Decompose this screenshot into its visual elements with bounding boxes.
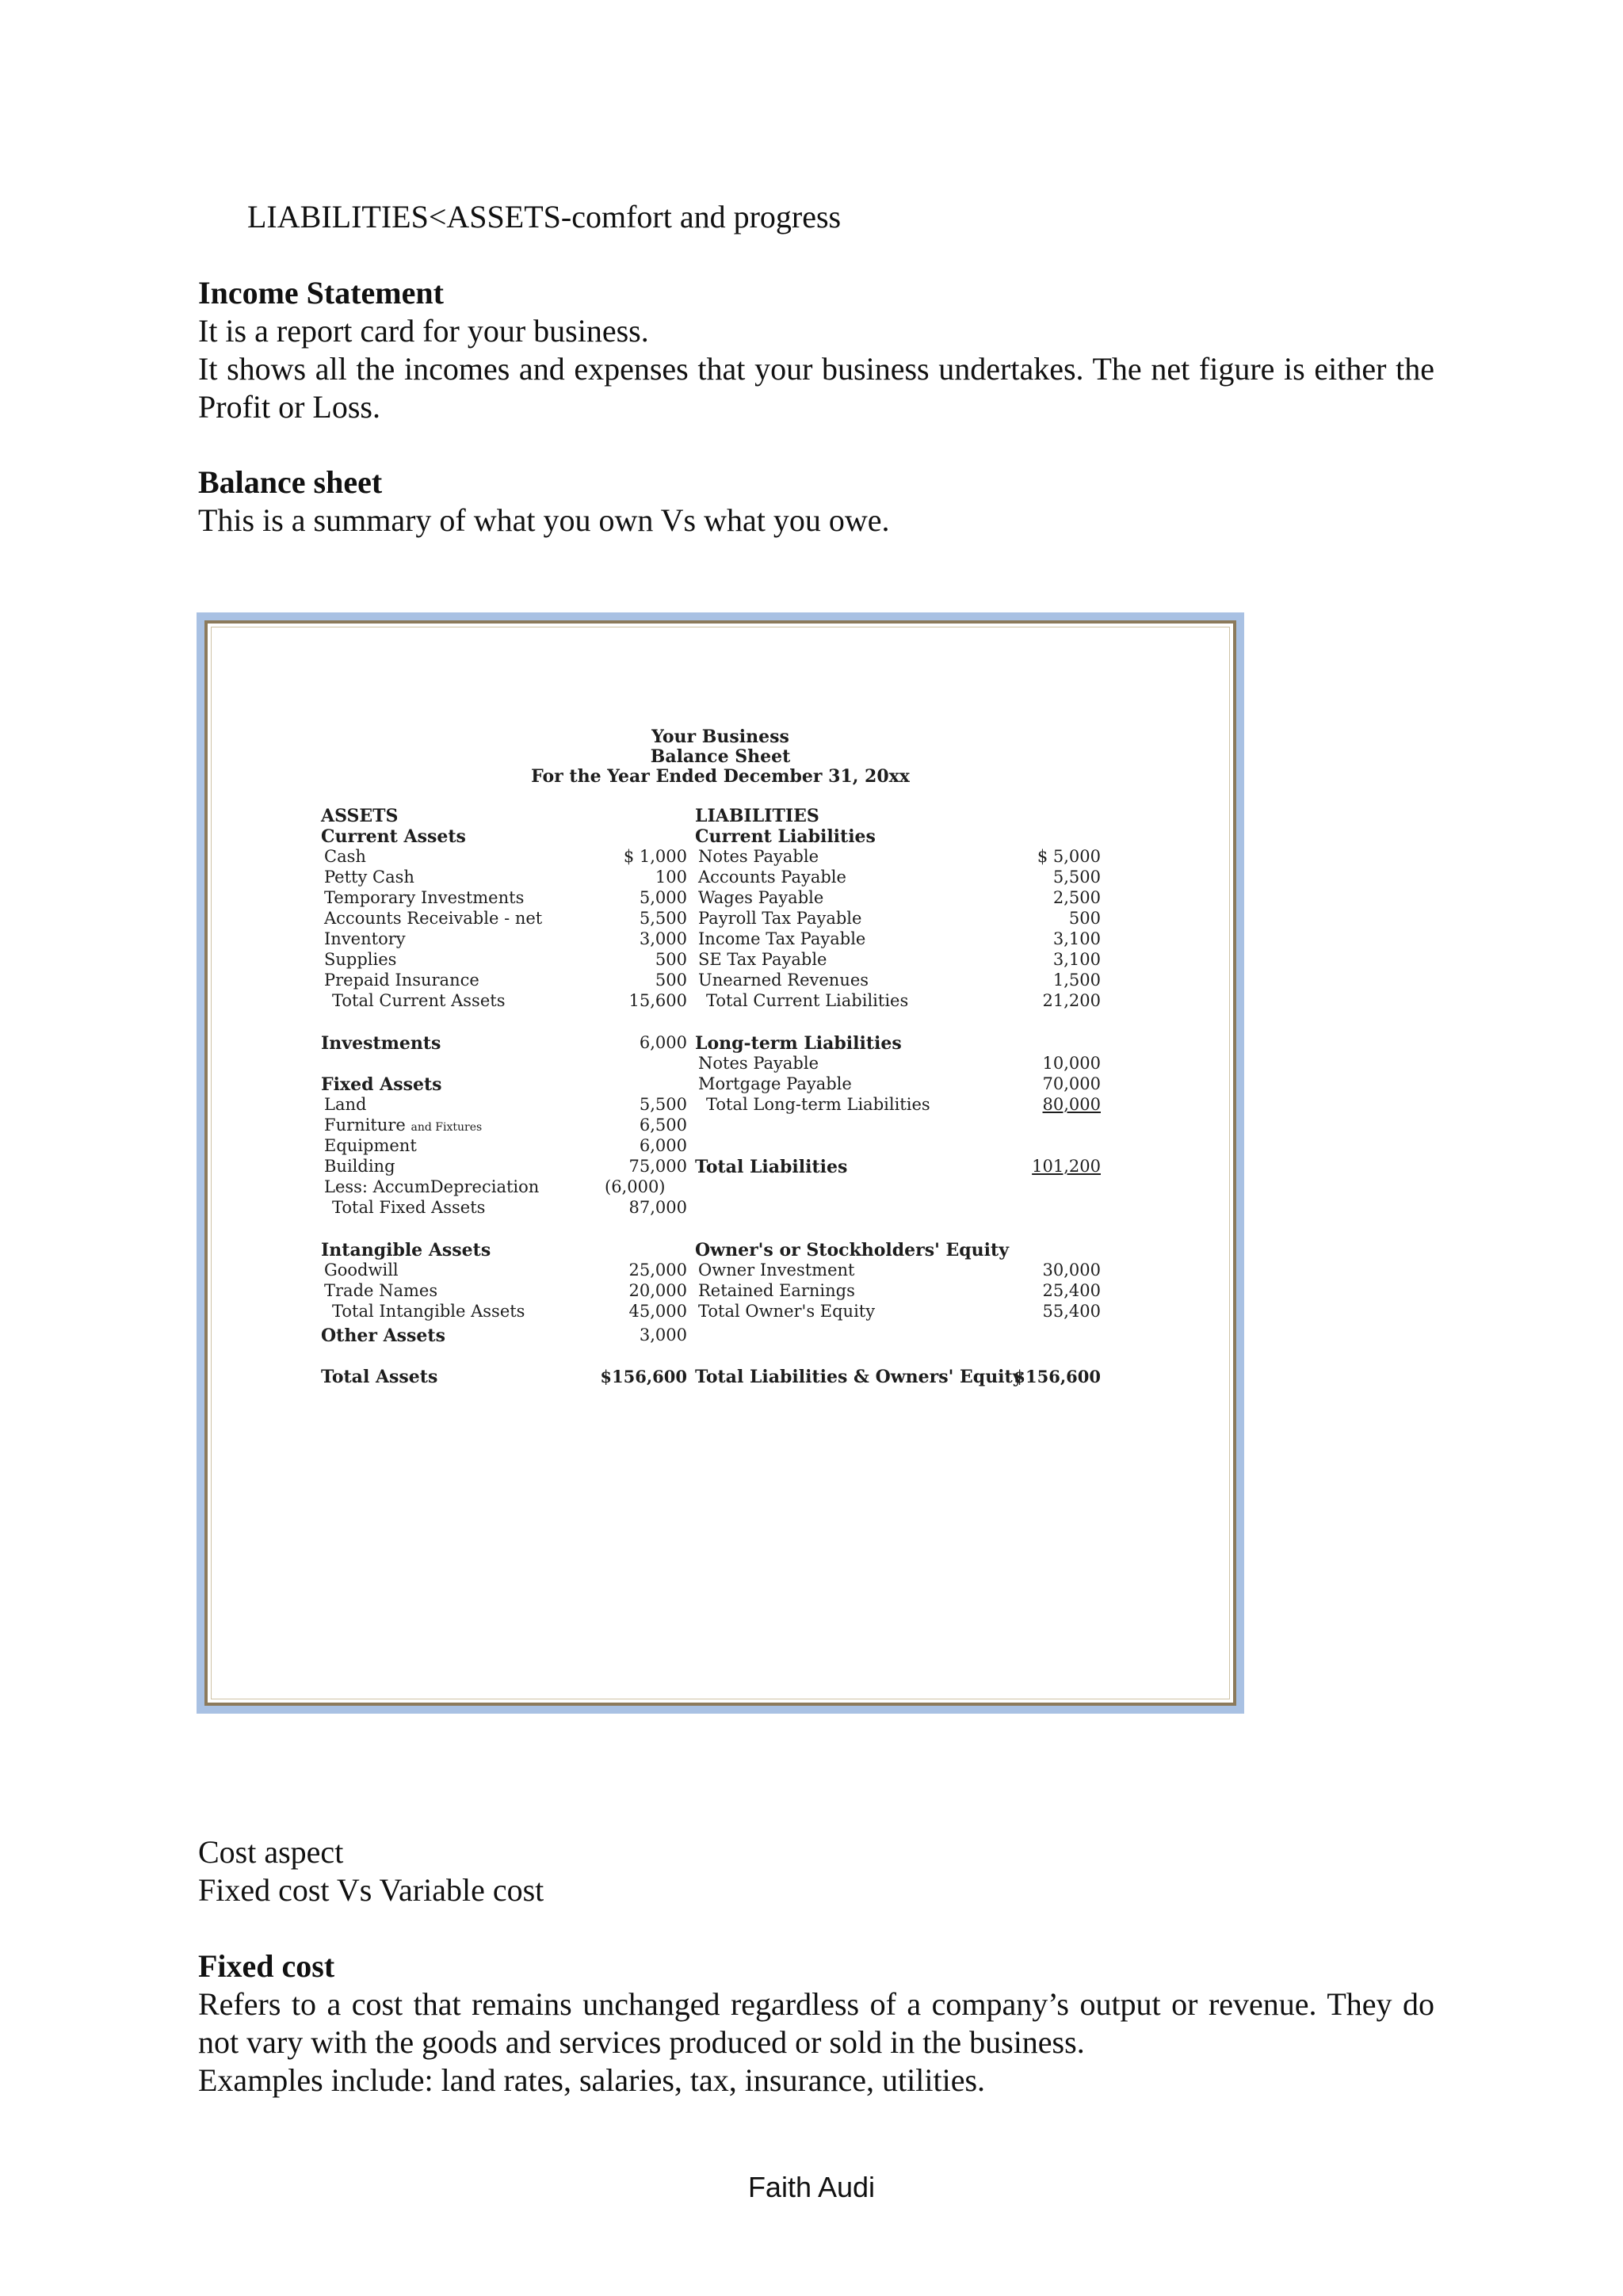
bs-asset-value: 3,000: [639, 929, 687, 948]
balance-sheet-heading: Balance sheet: [198, 464, 383, 500]
bs-other-assets-value: 3,000: [639, 1325, 687, 1344]
bs-liability-value: 3,100: [1052, 950, 1101, 969]
bs-title-sheet: Balance Sheet: [650, 746, 791, 767]
bs-total-intangible-label: Total Intangible Assets: [332, 1302, 525, 1321]
bs-asset-value: 500: [655, 950, 687, 969]
bs-intangible-heading: Intangible Assets: [321, 1240, 491, 1261]
bs-fixed-value: 75,000: [628, 1157, 687, 1176]
bs-current-liabilities-heading: Current Liabilities: [695, 826, 876, 847]
bs-liability-label: Unearned Revenues: [698, 971, 869, 990]
bs-long-term-label: Mortgage Payable: [698, 1074, 852, 1093]
bs-total-long-term-label: Total Long-term Liabilities: [706, 1095, 930, 1114]
bs-liability-label: Notes Payable: [698, 847, 819, 866]
income-statement-heading: Income Statement: [198, 275, 444, 311]
bs-liability-value: 3,100: [1052, 929, 1101, 948]
page-footer-author: Faith Audi: [747, 2171, 876, 2203]
bs-total-liabilities-label: Total Liabilities: [695, 1157, 848, 1177]
bs-liability-value: 5,500: [1052, 868, 1101, 887]
bs-total-current-assets-value: 15,600: [628, 991, 687, 1010]
bs-asset-label: Accounts Receivable - net: [324, 909, 543, 928]
bs-title-business: Your Business: [651, 727, 789, 747]
bs-liabilities-heading: LIABILITIES: [695, 806, 819, 826]
bs-long-term-label: Notes Payable: [698, 1054, 819, 1073]
bs-fixed-label-main: Furniture: [324, 1116, 406, 1135]
bs-intangible-label: Trade Names: [324, 1281, 438, 1300]
bs-liability-value: $ 5,000: [1037, 847, 1101, 866]
bs-asset-label: Petty Cash: [324, 868, 414, 887]
bs-total-equity-value: 55,400: [1042, 1302, 1101, 1321]
bs-liability-label: SE Tax Payable: [698, 950, 827, 969]
fixed-cost-heading: Fixed cost: [198, 1948, 335, 1984]
bs-fixed-value: (6,000): [605, 1177, 666, 1196]
bs-asset-label: Prepaid Insurance: [324, 971, 479, 990]
bs-total-assets-label: Total Assets: [321, 1367, 438, 1387]
bs-asset-label: Temporary Investments: [324, 888, 525, 907]
bs-asset-value: 100: [655, 868, 687, 887]
bs-total-liabilities-equity-label: Total Liabilities & Owners' Equity: [695, 1367, 1023, 1387]
bs-assets-heading: ASSETS: [321, 806, 399, 826]
bs-liability-value: 1,500: [1052, 971, 1101, 990]
bs-total-current-assets-label: Total Current Assets: [332, 991, 506, 1010]
bs-asset-value: 5,500: [639, 909, 687, 928]
bs-total-current-liabilities-label: Total Current Liabilities: [706, 991, 909, 1010]
bs-intangible-value: 25,000: [628, 1261, 687, 1280]
bs-fixed-label: Land: [324, 1095, 367, 1114]
balance-sheet-line1: This is a summary of what you own Vs what you owe.: [198, 502, 890, 538]
bs-liability-value: 500: [1068, 909, 1101, 928]
bs-asset-value: 500: [655, 971, 687, 990]
bs-total-liabilities-equity-value: $156,600: [1014, 1367, 1101, 1386]
bs-asset-label: Inventory: [324, 929, 406, 948]
bs-fixed-value: 6,000: [639, 1136, 687, 1155]
bs-liability-value: 2,500: [1052, 888, 1101, 907]
bs-total-long-term-value: 80,000: [1042, 1095, 1101, 1114]
bs-fixed-label: Building: [324, 1157, 395, 1176]
bs-equity-heading: Owner's or Stockholders' Equity: [695, 1240, 1009, 1261]
bs-current-assets-heading: Current Assets: [321, 826, 466, 847]
bs-liability-label: Income Tax Payable: [698, 929, 866, 948]
bs-liability-label: Wages Payable: [698, 888, 824, 907]
bs-equity-label: Retained Earnings: [698, 1281, 855, 1300]
balance-sheet-figure: [197, 612, 1244, 1714]
fixed-cost-paragraph: Refers to a cost that remains unchanged regardless of a company’s output or revenue. They do not vary with the goods and services produced or sold in the business.: [198, 1986, 1434, 2060]
fixed-cost-examples: Examples include: land rates, salaries, tax, insurance, utilities.: [198, 2062, 986, 2098]
bs-fixed-value: 5,500: [639, 1095, 687, 1114]
bs-fixed-label-small: and Fixtures: [411, 1121, 483, 1134]
cost-compare-line: Fixed cost Vs Variable cost: [198, 1872, 544, 1908]
bs-title-period: For the Year Ended December 31, 20xx: [531, 766, 910, 787]
bs-intangible-value: 20,000: [628, 1281, 687, 1300]
bs-fixed-label: Equipment: [324, 1136, 417, 1155]
bs-investments-value: 6,000: [639, 1033, 687, 1052]
income-statement-line1: It is a report card for your business.: [198, 313, 649, 349]
intro-line: LIABILITIES<ASSETS-comfort and progress: [247, 199, 842, 235]
bs-total-current-liabilities-value: 21,200: [1042, 991, 1101, 1010]
bs-equity-value: 30,000: [1042, 1261, 1101, 1280]
bs-total-fixed-label: Total Fixed Assets: [332, 1198, 486, 1217]
bs-asset-label: Supplies: [324, 950, 397, 969]
balance-sheet-page: [211, 627, 1230, 1699]
bs-total-fixed-value: 87,000: [628, 1198, 687, 1217]
bs-equity-value: 25,400: [1042, 1281, 1101, 1300]
bs-total-assets-value: $156,600: [600, 1367, 687, 1386]
bs-long-term-heading: Long-term Liabilities: [695, 1033, 902, 1054]
bs-total-equity-label: Total Owner's Equity: [698, 1302, 876, 1321]
bs-investments-label: Investments: [321, 1033, 441, 1054]
bs-other-assets-label: Other Assets: [321, 1325, 445, 1346]
bs-fixed-label: Less: AccumDepreciation: [324, 1177, 540, 1196]
income-statement-line2: It shows all the incomes and expenses that your business undertakes. The net figure is either the Profit or Loss.: [198, 351, 1434, 425]
balance-sheet-border: [204, 620, 1236, 1706]
bs-fixed-assets-heading: Fixed Assets: [321, 1074, 442, 1095]
bs-liability-label: Payroll Tax Payable: [698, 909, 862, 928]
bs-asset-value: 5,000: [639, 888, 687, 907]
bs-intangible-label: Goodwill: [324, 1261, 399, 1280]
bs-long-term-value: 10,000: [1042, 1054, 1101, 1073]
bs-equity-label: Owner Investment: [698, 1261, 855, 1280]
bs-fixed-value: 6,500: [639, 1116, 687, 1135]
cost-aspect-line: Cost aspect: [198, 1834, 344, 1870]
bs-asset-label: Cash: [324, 847, 366, 866]
bs-asset-value: $ 1,000: [623, 847, 687, 866]
bs-liability-label: Accounts Payable: [698, 868, 846, 887]
bs-long-term-value: 70,000: [1042, 1074, 1101, 1093]
bs-total-liabilities-value: 101,200: [1032, 1157, 1101, 1176]
bs-fixed-label: [324, 1116, 482, 1135]
bs-total-intangible-value: 45,000: [628, 1302, 687, 1321]
